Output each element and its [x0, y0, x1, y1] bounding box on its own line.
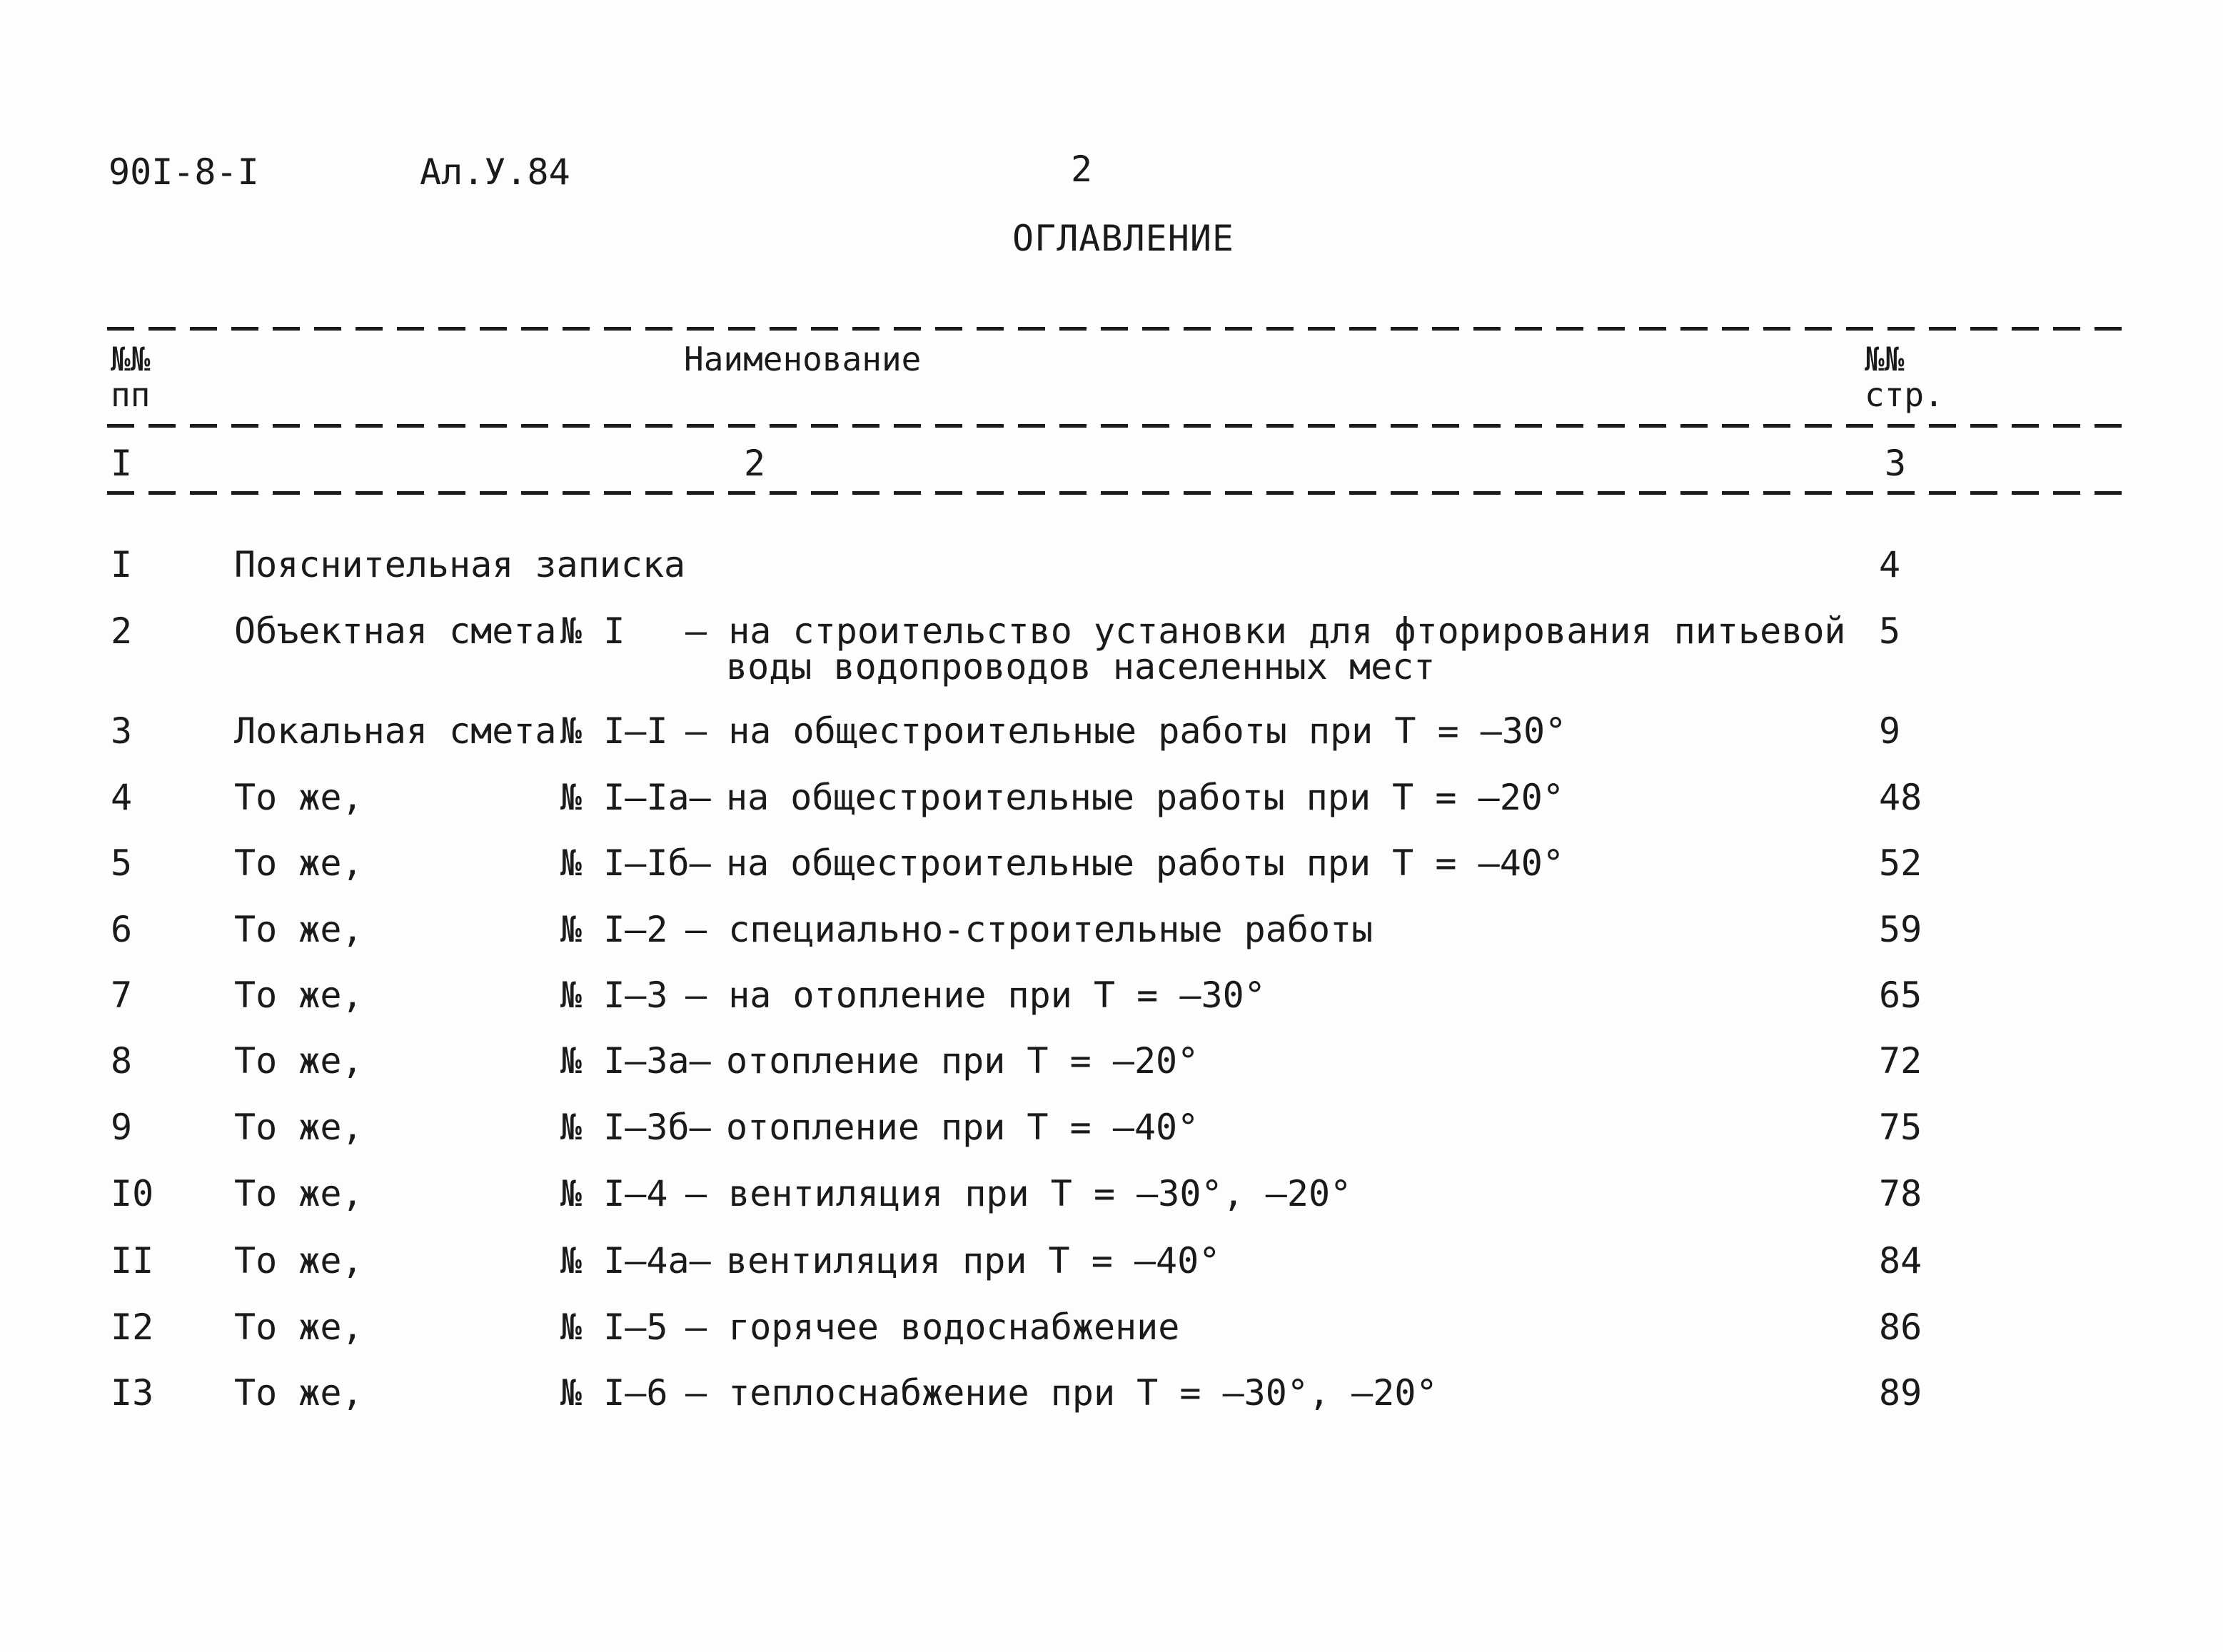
column-head-number-line1: №№ — [111, 340, 151, 378]
row-description: – специально-строительные работы — [685, 909, 1373, 950]
row-page: 78 — [1879, 1173, 1922, 1214]
row-estimate-number: № I–3а– — [560, 1040, 711, 1082]
column-index-3: 3 — [1885, 443, 1907, 484]
row-description: отопление при Т = –20° — [726, 1040, 1199, 1082]
row-name: Локальная смета — [234, 710, 557, 752]
row-number: I0 — [111, 1173, 154, 1214]
row-estimate-number: № I–5 — [560, 1306, 668, 1348]
row-name: То же, — [234, 909, 363, 950]
row-page: 89 — [1879, 1372, 1922, 1414]
column-head-page-line2: стр. — [1865, 376, 1944, 414]
row-estimate-number: № I–2 — [560, 909, 668, 950]
table-top-dashed-rule — [107, 327, 2134, 331]
row-estimate-number: № I — [560, 610, 625, 652]
row-number: I3 — [111, 1372, 154, 1414]
table-row — [0, 777, 2223, 834]
row-number: II — [111, 1240, 154, 1281]
row-description-continuation: воды водопроводов населенных мест — [726, 646, 1436, 688]
row-number: 2 — [111, 610, 133, 652]
table-row — [0, 1306, 2223, 1364]
row-name: То же, — [234, 1372, 363, 1414]
row-page: 9 — [1879, 710, 1901, 752]
table-row — [0, 1372, 2223, 1429]
table-row — [0, 909, 2223, 966]
row-page: 52 — [1879, 842, 1922, 884]
row-page: 86 — [1879, 1306, 1922, 1348]
row-page: 84 — [1879, 1240, 1922, 1281]
column-head-page-line1: №№ — [1865, 340, 1905, 378]
row-name: То же, — [234, 1306, 363, 1348]
row-description: на общестроительные работы при Т = –40° — [726, 842, 1564, 884]
table-row — [0, 544, 2223, 601]
row-description: отопление при Т = –40° — [726, 1107, 1199, 1148]
table-row — [0, 1107, 2223, 1164]
column-head-number — [111, 341, 150, 413]
header-bottom-dashed-rule — [107, 491, 2134, 495]
row-description: – на общестроительные работы при Т = –30° — [685, 710, 1567, 752]
row-number: 9 — [111, 1107, 133, 1148]
page-title: ОГЛАВЛЕНИЕ — [1012, 218, 1235, 259]
row-description: – вентиляция при Т = –30°, –20° — [685, 1173, 1352, 1214]
row-name: То же, — [234, 842, 363, 884]
column-head-page — [1865, 341, 1944, 413]
page-number: 2 — [1071, 148, 1093, 190]
row-number: 4 — [111, 777, 133, 818]
row-description: – горячее водоснабжение — [685, 1306, 1180, 1348]
row-page: 59 — [1879, 909, 1922, 950]
row-estimate-number: № I–Iа– — [560, 777, 711, 818]
table-row — [0, 1173, 2223, 1230]
table-row — [0, 1240, 2223, 1297]
row-name: Объектная смета — [234, 610, 557, 652]
column-index-1: I — [111, 443, 133, 484]
row-number: I — [111, 544, 133, 585]
row-estimate-number: № I–4а– — [560, 1240, 711, 1281]
row-description: – на отопление при Т = –30° — [685, 974, 1266, 1016]
row-page: 5 — [1879, 610, 1901, 652]
document-code: 90I-8-I — [109, 151, 259, 193]
table-row — [0, 842, 2223, 900]
row-description: – на строительство установки для фторирования питьевой — [685, 610, 1846, 652]
row-estimate-number: № I–4 — [560, 1173, 668, 1214]
row-description: на общестроительные работы при Т = –20° — [726, 777, 1564, 818]
table-row — [0, 974, 2223, 1032]
row-estimate-number: № I–6 — [560, 1372, 668, 1414]
row-page: 48 — [1879, 777, 1922, 818]
row-name: Пояснительная записка — [234, 544, 686, 585]
row-name: То же, — [234, 1040, 363, 1082]
row-number: I2 — [111, 1306, 154, 1348]
row-description: – теплоснабжение при Т = –30°, –20° — [685, 1372, 1438, 1414]
row-page: 4 — [1879, 544, 1901, 585]
row-name: То же, — [234, 777, 363, 818]
header-mid-dashed-rule — [107, 424, 2134, 428]
row-page: 65 — [1879, 974, 1922, 1016]
row-page: 75 — [1879, 1107, 1922, 1148]
row-estimate-number: № I–I — [560, 710, 668, 752]
row-number: 8 — [111, 1040, 133, 1082]
row-description: вентиляция при Т = –40° — [726, 1240, 1221, 1281]
column-index-2: 2 — [744, 443, 766, 484]
table-row — [0, 710, 2223, 767]
row-name: То же, — [234, 974, 363, 1016]
row-number: 3 — [111, 710, 133, 752]
row-number: 7 — [111, 974, 133, 1016]
row-page: 72 — [1879, 1040, 1922, 1082]
row-name: То же, — [234, 1173, 363, 1214]
row-name: То же, — [234, 1240, 363, 1281]
row-estimate-number: № I–3б– — [560, 1107, 711, 1148]
table-row — [0, 1040, 2223, 1097]
row-number: 6 — [111, 909, 133, 950]
row-name: То же, — [234, 1107, 363, 1148]
row-number: 5 — [111, 842, 133, 884]
row-estimate-number: № I–3 — [560, 974, 668, 1016]
column-head-number-line2: пп — [111, 376, 151, 414]
column-head-name: Наименование — [684, 340, 922, 378]
row-estimate-number: № I–Iб– — [560, 842, 711, 884]
album-number: Ал.У.84 — [420, 151, 570, 193]
